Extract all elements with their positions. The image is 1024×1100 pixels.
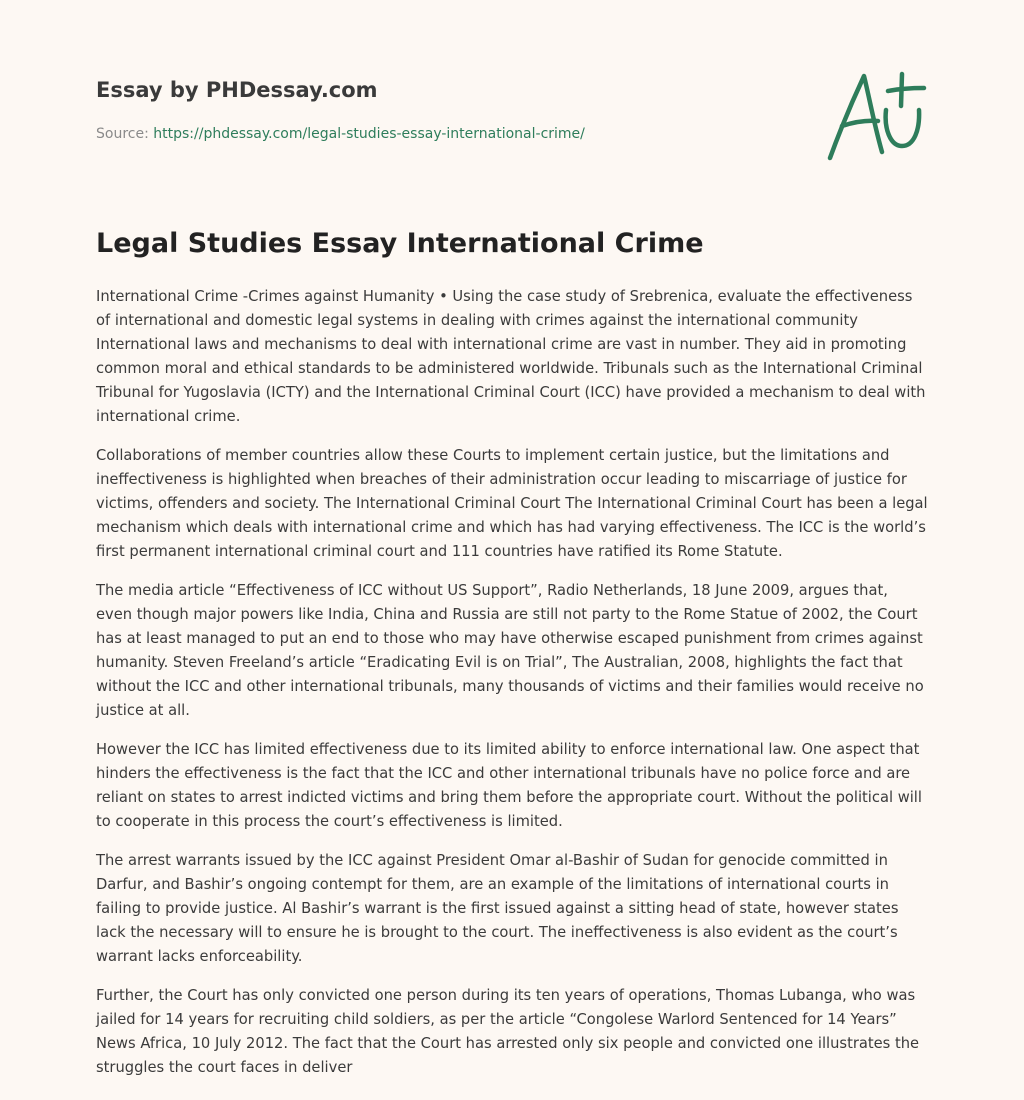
essay-paragraph-5: The arrest warrants issued by the ICC against President Omar al-Bashir of Sudan for genocide committed in Darfur, and Bashir’s ongoing contempt for them, are an example of the limitations of international courts in failing to provide justice. Al Bashir’s warrant is the first issued against a sitting head of state, however states lack the necessary will to ensure he is brought to the court. The ineffectiveness is also evident as the court’s warrant lacks enforceability. bbox=[96, 852, 899, 965]
plus-horizontal-stroke bbox=[888, 88, 924, 91]
source-label: Source: bbox=[96, 126, 149, 142]
page-header bbox=[96, 74, 796, 144]
essay-paragraph-1: International Crime -Crimes against Humanity • Using the case study of Srebrenica, evaluate the effectiveness of international and domestic legal systems in dealing with crimes against the international community International laws and mechanisms to deal with international crime are vast in number. They aid in promoting common moral and ethical standards to be administered worldwide. Tribunals such as the International Criminal Tribunal for Yugoslavia (ICTY) and the International Criminal Court (ICC) have provided a mechanism to deal with international crime. bbox=[96, 288, 926, 425]
essay-paragraph-3: The media article “Effectiveness of ICC without US Support”, Radio Netherlands, 18 June 2009, argues that, even though major powers like India, China and Russia are still not party to the Rome Statue of 2002, the Court has at least managed to put an end to those who may have otherwise escaped punishment from crimes against humanity. Steven Freeland’s article “Eradicating Evil is on Trial”, The Australian, 2008, highlights the fact that without the ICC and other international tribunals, many thousands of victims and their families would receive no justice at all. bbox=[96, 582, 924, 719]
source-link[interactable]: https://phdessay.com/legal-studies-essay-international-crime/ bbox=[153, 126, 585, 142]
essay-body bbox=[96, 285, 928, 1095]
essay-paragraph-4: However the ICC has limited effectiveness due to its limited ability to enforce international law. One aspect that hinders the effectiveness is the fact that the ICC and other international tribunals have no police force and are reliant on states to arrest indicted victims and bring them before the appropriate court. Without the political will to cooperate in this process the court’s effectiveness is limited. bbox=[96, 741, 922, 830]
a-letter-stroke bbox=[830, 76, 882, 158]
a-plus-logo-svg bbox=[820, 66, 930, 166]
u-curve-stroke bbox=[886, 110, 919, 146]
source-line bbox=[96, 124, 796, 144]
a-plus-logo-icon bbox=[820, 66, 930, 166]
site-brand: Essay by PHDessay.com bbox=[96, 78, 378, 102]
essay-paragraph-6: Further, the Court has only convicted one person during its ten years of operations, Thomas Lubanga, who was jailed for 14 years for recruiting child soldiers, as per the article “Congolese Warlord Sentenced for 14 Years” News Africa, 10 July 2012. The fact that the Court has arrested only six people and convicted one illustrates the struggles the court faces in deliver bbox=[96, 987, 920, 1076]
essay-title: Legal Studies Essay International Crime bbox=[96, 228, 704, 259]
essay-paragraph-2: Collaborations of member countries allow these Courts to implement certain justice, but the limitations and ineffectiveness is highlighted when breaches of their administration occur leading to miscarriage of justice for victims, offenders and society. The International Criminal Court The International Criminal Court has been a legal mechanism which deals with international crime and which has had varying effectiveness. The ICC is the world’s first permanent international criminal court and 111 countries have ratified its Rome Statute. bbox=[96, 447, 928, 560]
